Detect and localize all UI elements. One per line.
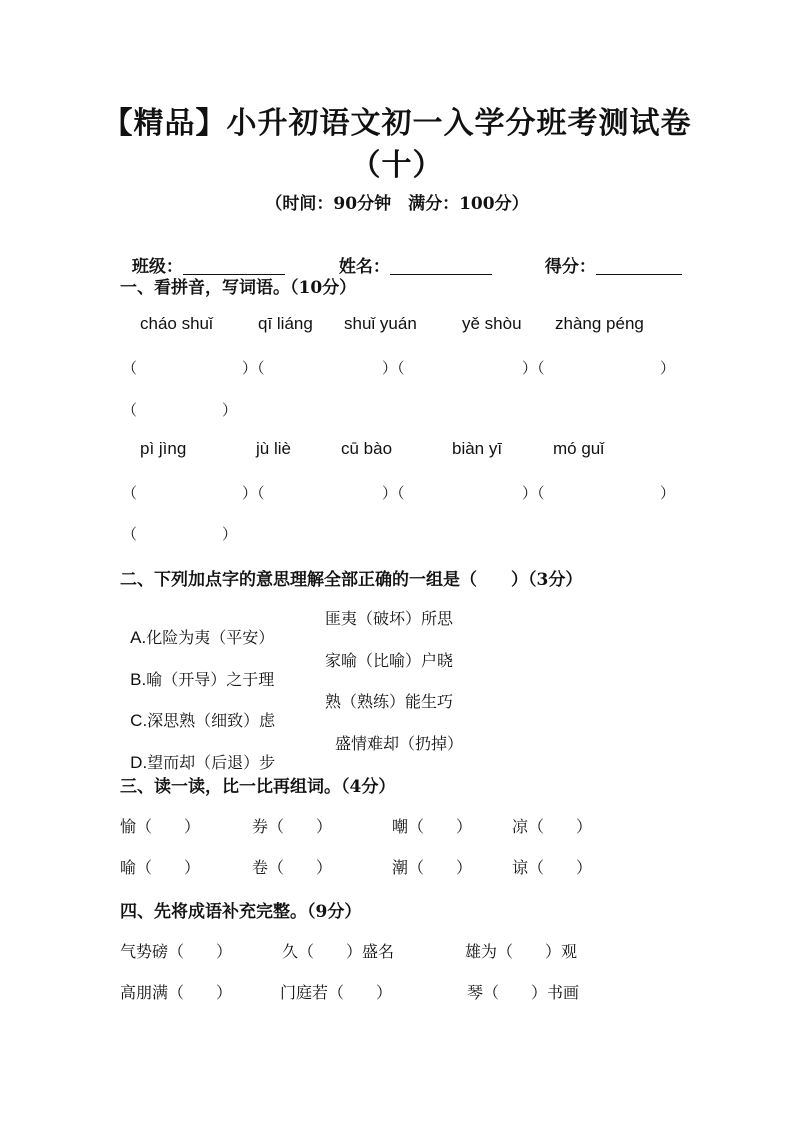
pinyin-item: biàn yī (452, 439, 503, 458)
compare-word[interactable]: 嘲（ ） (392, 817, 473, 836)
compare-word[interactable]: 潮（ ） (392, 858, 473, 877)
score-blank[interactable] (596, 258, 682, 275)
page-title-number: （十） (350, 148, 444, 183)
pinyin-item: yě shòu (462, 314, 522, 333)
pinyin-item: cháo shuǐ (140, 314, 213, 333)
option-letter: B. (130, 670, 147, 689)
option-a-second: 匪夷（破坏）所思 (325, 609, 454, 628)
pinyin-item: jù liè (256, 439, 291, 458)
idiom-item[interactable]: 雄为（ ）观 (465, 942, 578, 961)
option-b-second: 家喻（比喻）户晓 (325, 651, 454, 670)
compare-word[interactable]: 愉（ ） (120, 817, 201, 836)
compare-word[interactable]: 谅（ ） (512, 858, 593, 877)
page-title: 【精品】小升初语文初一入学分班考测试卷 (102, 106, 692, 141)
section1-heading: 一、看拼音，写词语。（10分） (120, 278, 357, 298)
answer-paren[interactable]: ）（ (382, 359, 405, 377)
option-b[interactable] (120, 648, 274, 690)
pinyin-item: cū bào (341, 439, 393, 458)
idiom-item[interactable]: 气势磅（ ） (120, 942, 233, 961)
option-a[interactable] (120, 606, 274, 648)
answer-paren[interactable]: （ (122, 401, 138, 419)
pinyin-item: shuǐ yuán (344, 314, 417, 333)
name-field (327, 232, 492, 277)
pinyin-item: qī liáng (258, 314, 313, 333)
option-letter: A. (130, 628, 147, 647)
section2-heading: 二、下列加点字的意思理解全部正确的一组是（ ）（3分） (120, 570, 583, 590)
pinyin-item: zhàng péng (555, 314, 644, 333)
option-letter: C. (130, 711, 148, 730)
option-text: 望而却（后退）步 (147, 753, 276, 772)
answer-paren[interactable]: ）（ (242, 484, 265, 502)
option-d-second: 盛情难却（扔掉） (335, 734, 464, 753)
option-letter: D. (130, 753, 148, 772)
answer-paren[interactable]: ）（ (382, 484, 405, 502)
option-text: 深思熟（细致）虑 (147, 711, 276, 730)
answer-paren[interactable]: ） (222, 525, 238, 543)
answer-paren[interactable]: ） (660, 359, 676, 377)
pinyin-item: pì jìng (140, 439, 187, 458)
name-label: 姓名： (338, 257, 390, 277)
compare-word[interactable]: 券（ ） (252, 817, 333, 836)
answer-paren[interactable]: ） (660, 484, 676, 502)
score-field (533, 232, 682, 277)
class-field (120, 232, 285, 277)
answer-paren[interactable]: （ (122, 359, 138, 377)
option-d[interactable] (120, 731, 275, 773)
idiom-item[interactable]: 门庭若（ ） (280, 983, 393, 1002)
answer-paren[interactable]: ） (222, 401, 238, 419)
compare-word[interactable]: 喻（ ） (120, 858, 201, 877)
idiom-item[interactable]: 高朋满（ ） (120, 983, 233, 1002)
idiom-item[interactable]: 琴（ ）书画 (467, 983, 580, 1002)
option-c[interactable] (120, 689, 275, 731)
answer-paren[interactable]: （ (122, 525, 138, 543)
section3-heading: 三、读一读，比一比再组词。（4分） (120, 777, 396, 797)
compare-word[interactable]: 卷（ ） (252, 858, 333, 877)
answer-paren[interactable]: （ (122, 484, 138, 502)
section4-heading: 四、先将成语补充完整。（9分） (120, 902, 362, 922)
pinyin-item: mó guǐ (553, 439, 605, 458)
idiom-item[interactable]: 久（ ）盛名 (282, 942, 395, 961)
option-c-second: 熟（熟练）能生巧 (325, 692, 454, 711)
answer-paren[interactable]: ）（ (522, 484, 545, 502)
answer-paren[interactable]: ）（ (522, 359, 545, 377)
option-text: 喻（开导）之于理 (146, 670, 275, 689)
answer-paren[interactable]: ）（ (242, 359, 265, 377)
compare-word[interactable]: 凉（ ） (512, 817, 593, 836)
class-label: 班级： (131, 257, 183, 277)
option-text: 化险为夷（平安） (146, 628, 275, 647)
exam-time-score: （时间：90分钟 满分：100分） (265, 194, 529, 214)
score-label: 得分： (544, 257, 596, 277)
name-blank[interactable] (390, 258, 492, 275)
